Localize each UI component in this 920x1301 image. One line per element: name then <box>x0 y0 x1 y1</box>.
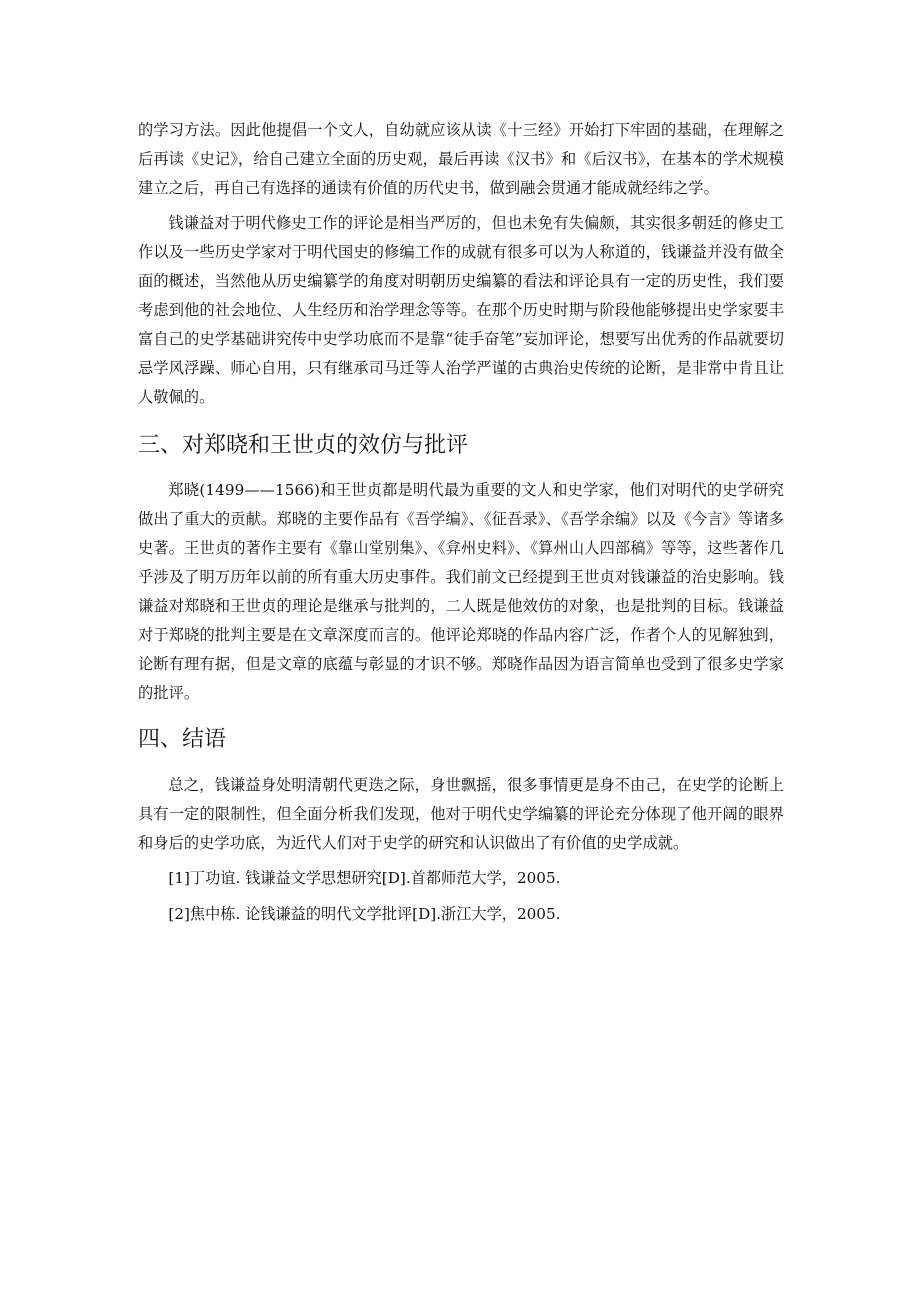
paragraph-historiography-critique: 钱谦益对于明代修史工作的评论是相当严厉的，但也未免有失偏颇，其实很多朝廷的修史工作以及一些历史学家对于明代国史的修编工作的成就有很多可以为人称道的，钱谦益并没有做全面的概述，当然他从历史编纂学的角度对明朝历史编纂的看法和评论具有一定的历史性，我们要考虑到他的社会地位、人生经历和治学理念等等。在那个历史时期与阶段他能够提出史学家要丰富自己的史学基础讲究传中史学功底而不是靠“徒手奋笔”妄加评论，想要写出优秀的作品就要切忌学风浮躁、师心自用，只有继承司马迁等人治学严谨的古典治史传统的论断，是非常中肯且让人敬佩的。 <box>138 214 784 406</box>
paragraph-continuation: 的学习方法。因此他提倡一个文人，自幼就应该从读《十三经》开始打下牢固的基础，在理解之后再读《史记》，给自己建立全面的历史观，最后再读《汉书》和《后汉书》，在基本的学术规模建立之后，再自己有选择的通读有价值的历代史书，做到融会贯通才能成就经纬之学。 <box>138 121 784 197</box>
section-heading-four: 四、结语 <box>138 727 227 752</box>
document-page <box>138 116 784 936</box>
section-heading-three: 三、对郑晓和王世贞的效仿与批评 <box>138 433 469 458</box>
reference-item: [1]丁功谊. 钱谦益文学思想研究[D].首都师范大学，2005. <box>168 869 561 887</box>
reference-list <box>138 864 784 929</box>
paragraph-zheng-wang: 郑晓(1499——1566)和王世贞都是明代最为重要的文人和史学家，他们对明代的史学研究做出了重大的贡献。郑晓的主要作品有《吾学编》、《征吾录》、《吾学余编》以及《今言》等诸多史著。王世贞的著作主要有《靠山堂别集》、《弇州史料》、《算州山人四部稿》等等，这些著作几乎涉及了明万历年以前的所有重大历史事件。我们前文已经提到王世贞对钱谦益的治史影响。钱谦益对郑晓和王世贞的理论是继承与批判的，二人既是他效仿的对象，也是批判的目标。钱谦益对于郑晓的批判主要是在文章深度而言的。他评论郑晓的作品内容广泛，作者个人的见解独到，论断有理有据，但是文章的底蕴与彰显的才识不够。郑晓作品因为语言简单也受到了很多史学家的批评。 <box>138 481 784 702</box>
paragraph-conclusion: 总之，钱谦益身处明清朝代更迭之际，身世飘摇，很多事情更是身不由己，在史学的论断上具有一定的限制性，但全面分析我们发现，他对于明代史学编纂的评论充分体现了他开阔的眼界和身后的史学功底，为近代人们对于史学的研究和认识做出了有价值的史学成就。 <box>138 776 784 852</box>
reference-item: [2]焦中栋. 论钱谦益的明代文学批评[D].浙江大学，2005. <box>168 905 561 923</box>
